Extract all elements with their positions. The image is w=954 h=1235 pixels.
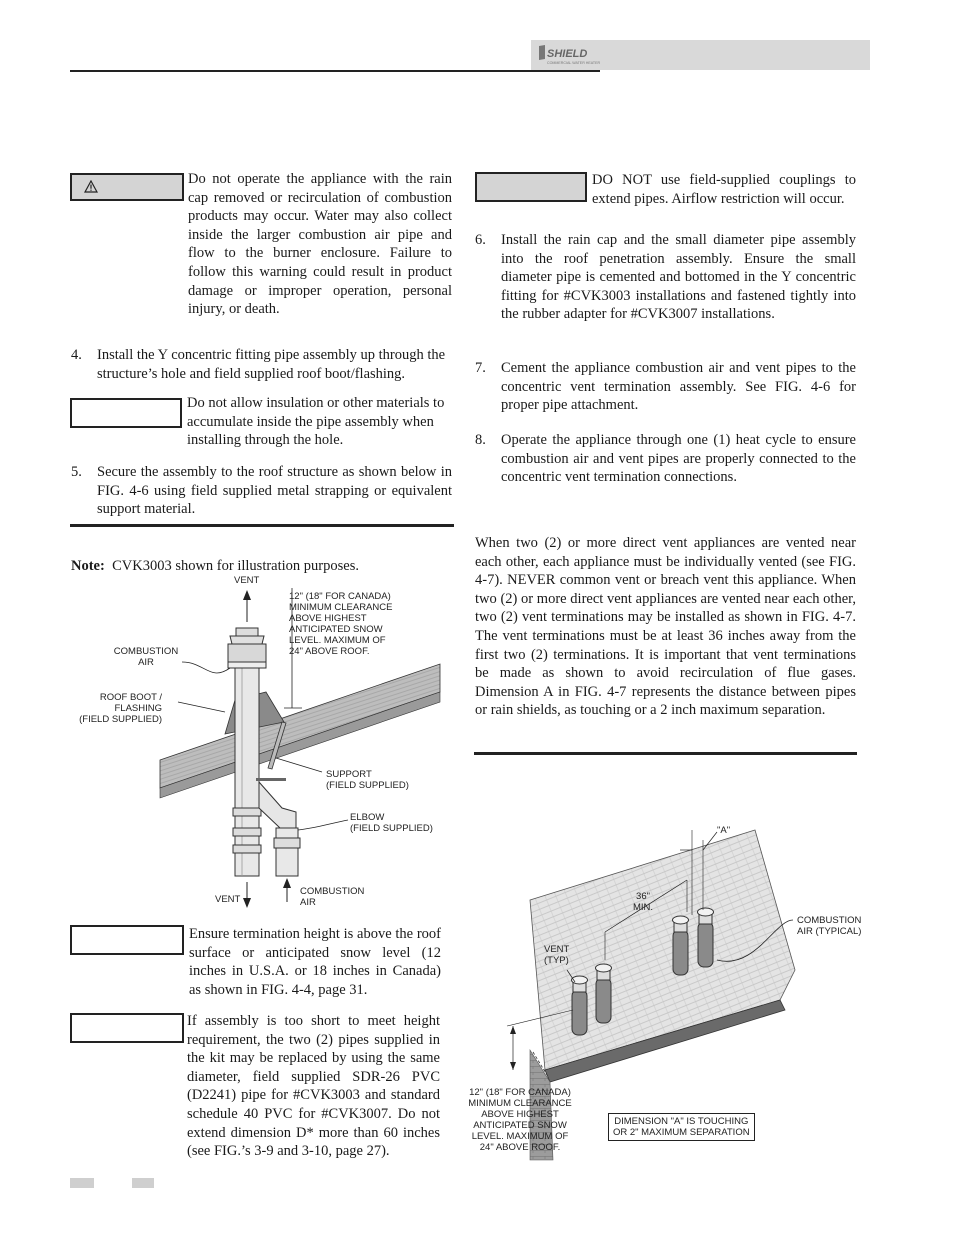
fig46-roof-boot: ROOF BOOT / FLASHING (FIELD SUPPLIED): [79, 692, 162, 725]
caution-text-3: If assembly is too short to meet height requirement, the two (2) pipes supplied in the kit may be replaced by using the same diameter, field supplied SDR-26 PVC (D2241) pipe for #CVK3003 and standard schedule 40 PVC for #CVK3007. Do not extend dimension D* more than 60 inches (see FIG.’s 3-9 and 3-10, page 27).: [187, 1013, 440, 1160]
fig47-combustion-air: COMBUSTION AIR (TYPICAL): [797, 915, 862, 937]
warning-icon: [84, 180, 98, 193]
fig47-dim-a: "A": [717, 825, 731, 836]
multiple-vent-text: When two (2) or more direct vent appliances are vented near each other, each appliance must be individually vented (see FIG. 4-7). NEVER common vent or breach vent this appliance. When two (2) or more direct vent appliances are vented near each other, two (2) vent terminations may be installed as shown in FIG. 4-7. The vent terminations must be at least 36 inches away from the first two (2) terminations. It is important that vent terminations be made as shown to avoid recirculation of flue gases. Dimension A in FIG. 4-7 represents the distance between pipes or rain shields, as touching or a 2 inch maximum separation.: [475, 535, 856, 719]
fig47-36-min: 36" MIN.: [633, 891, 654, 913]
note-label: Note:: [71, 558, 105, 574]
warning-text: Do not operate the appliance with the rain cap removed or recirculation of combustion products may occur. Water may also collect inside the larger combustion air pipe and flow to the burner enclosure. Failure to follow this warning could result in product damage or improper operation, personal injury, or death.: [188, 171, 452, 318]
caution-label-3: [70, 1013, 184, 1043]
shield-logo: [537, 43, 603, 67]
caution-label-2: [70, 925, 184, 955]
note-text: CVK3003 shown for illustration purposes.: [112, 558, 359, 574]
fig46-support: SUPPORT (FIELD SUPPLIED): [326, 769, 409, 791]
figure-4-6-rule: [70, 524, 454, 527]
fig47-vent-typ: VENT (TYP): [544, 944, 570, 966]
figure-4-6: [70, 572, 454, 912]
header-rule: [70, 70, 600, 72]
warning-label: [70, 173, 184, 201]
fig47-clearance: 12" (18" FOR CANADA) MINIMUM CLEARANCE ABOVE HIGHEST ANTICIPATED SNOW LEVEL. MAXIMUM OF 24" ABOVE ROOF.: [468, 1087, 572, 1153]
fig46-elbow: ELBOW (FIELD SUPPLIED): [350, 812, 433, 834]
figure-4-7: [455, 820, 875, 1165]
fig46-vent-top: VENT: [234, 575, 260, 586]
footer-tab-right: [132, 1178, 154, 1188]
fig46-combustion-air: COMBUSTION AIR: [113, 646, 179, 668]
header-band: [531, 40, 870, 70]
fig47-dimension-note: DIMENSION "A" IS TOUCHING OR 2" MAXIMUM SEPARATION: [608, 1113, 755, 1141]
footer-tab-left: [70, 1178, 94, 1188]
caution-label-right: [475, 172, 587, 202]
fig46-combustion-air-bottom: COMBUSTION AIR: [300, 886, 365, 908]
fig46-clearance: 12" (18" FOR CANADA) MINIMUM CLEARANCE ABOVE HIGHEST ANTICIPATED SNOW LEVEL. MAXIMUM OF 24" ABOVE ROOF.: [289, 591, 393, 657]
fig46-vent-bottom: VENT: [215, 894, 241, 905]
caution-text-2: Ensure termination height is above the roof surface or anticipated snow level (12 inches in U.S.A. or 18 inches in Canada) as shown in FIG. 4-4, page 31.: [189, 926, 441, 998]
caution-label-1: [70, 398, 182, 428]
figure-4-7-rule: [474, 752, 857, 755]
caution-text-right: DO NOT use field-supplied couplings to extend pipes. Airflow restriction will occur.: [592, 172, 856, 207]
svg-text:COMMERCIAL WATER HEATER: COMMERCIAL WATER HEATER: [547, 61, 601, 65]
svg-text:SHIELD: SHIELD: [547, 48, 588, 60]
caution-text-1: Do not allow insulation or other materials to accumulate inside the pipe assembly when installing through the hole.: [187, 395, 445, 449]
